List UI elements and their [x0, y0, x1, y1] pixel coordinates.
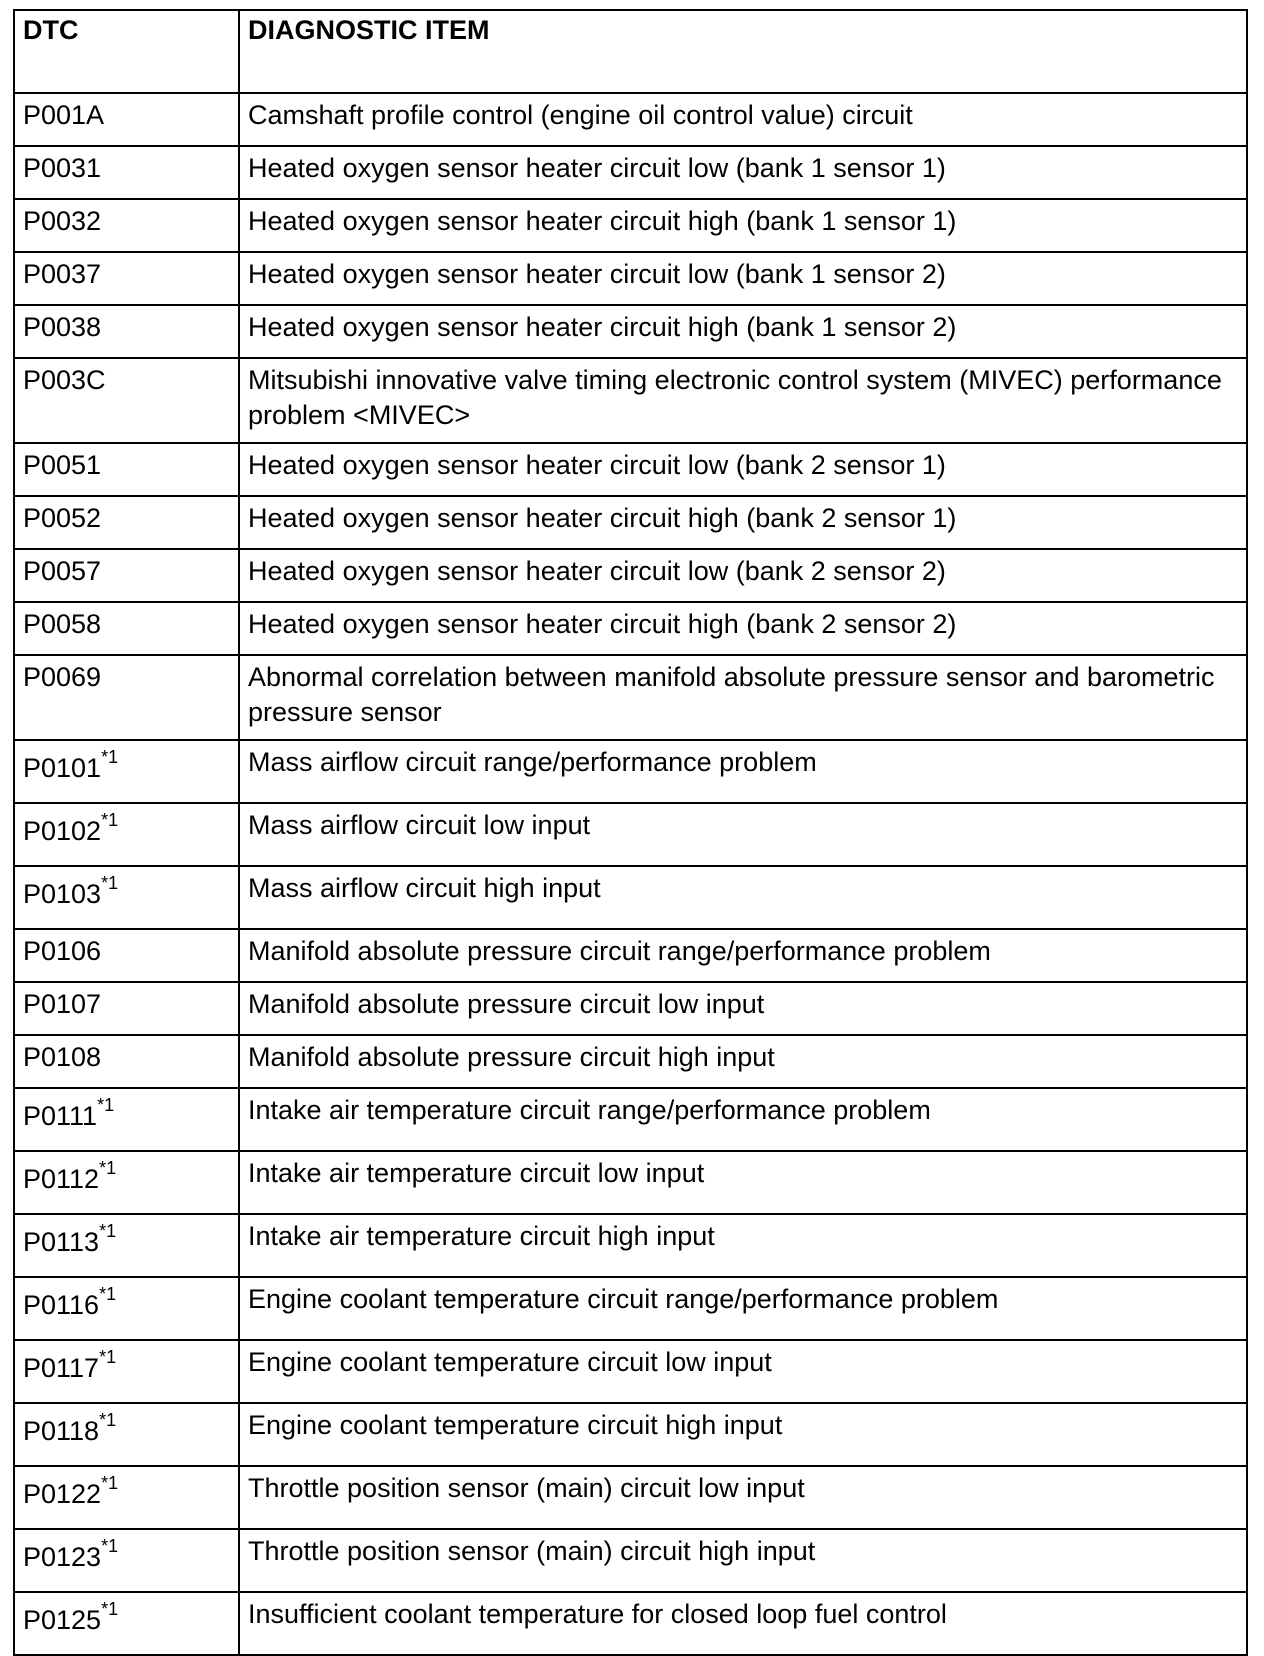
- dtc-code-cell: [14, 1088, 239, 1151]
- dtc-code-cell: [14, 866, 239, 929]
- diagnostic-item-cell: Engine coolant temperature circuit low input: [239, 1340, 1247, 1403]
- diagnostic-item-cell: Intake air temperature circuit low input: [239, 1151, 1247, 1214]
- dtc-code: P0125: [23, 1605, 102, 1635]
- dtc-code-cell: [14, 443, 239, 496]
- table-row: [14, 982, 1247, 1035]
- table-row: [14, 549, 1247, 602]
- footnote-marker: *1: [101, 873, 119, 893]
- dtc-code-cell: [14, 496, 239, 549]
- diagnostic-item-cell: Heated oxygen sensor heater circuit low (bank 2 sensor 1): [239, 443, 1247, 496]
- dtc-code-cell: [14, 740, 239, 803]
- diagnostic-item-cell: Manifold absolute pressure circuit low input: [239, 982, 1247, 1035]
- table-row: [14, 1088, 1247, 1151]
- table-row: [14, 199, 1247, 252]
- dtc-code: P0106: [23, 936, 102, 966]
- dtc-code: P0112: [23, 1164, 100, 1194]
- table-body: [14, 93, 1247, 1655]
- diagnostic-item-cell: Mass airflow circuit range/performance problem: [239, 740, 1247, 803]
- table-row: [14, 93, 1247, 146]
- dtc-code: P003C: [23, 365, 106, 395]
- table-row: [14, 443, 1247, 496]
- footnote-marker: *1: [99, 1221, 117, 1241]
- footnote-marker: *1: [101, 1473, 119, 1493]
- diagnostic-item-cell: Heated oxygen sensor heater circuit high (bank 2 sensor 1): [239, 496, 1247, 549]
- dtc-code: P0057: [23, 556, 102, 586]
- dtc-code-cell: [14, 252, 239, 305]
- footnote-marker: *1: [99, 1347, 117, 1367]
- table-row: [14, 866, 1247, 929]
- table-row: [14, 1592, 1247, 1655]
- dtc-code-cell: [14, 549, 239, 602]
- table-row: [14, 1403, 1247, 1466]
- footnote-marker: *1: [101, 810, 119, 830]
- dtc-code: P0108: [23, 1042, 102, 1072]
- dtc-code-cell: [14, 199, 239, 252]
- dtc-code: P0116: [23, 1290, 100, 1320]
- dtc-code-cell: [14, 1529, 239, 1592]
- dtc-code-cell: [14, 1151, 239, 1214]
- table-row: [14, 1151, 1247, 1214]
- dtc-code-cell: [14, 929, 239, 982]
- table-row: [14, 1214, 1247, 1277]
- diagnostic-item-cell: Throttle position sensor (main) circuit high input: [239, 1529, 1247, 1592]
- diagnostic-item-cell: Intake air temperature circuit high input: [239, 1214, 1247, 1277]
- table-row: [14, 358, 1247, 443]
- footnote-marker: *1: [99, 1284, 117, 1304]
- table-row: [14, 1340, 1247, 1403]
- dtc-code-cell: [14, 602, 239, 655]
- dtc-code: P0117: [23, 1353, 100, 1383]
- header-dtc: DTC: [14, 10, 239, 93]
- dtc-code: P001A: [23, 100, 105, 130]
- table-row: [14, 1466, 1247, 1529]
- dtc-code-cell: [14, 1592, 239, 1655]
- dtc-code-cell: [14, 1340, 239, 1403]
- dtc-code-cell: [14, 358, 239, 443]
- dtc-table: [13, 9, 1248, 1656]
- diagnostic-item-cell: Mass airflow circuit high input: [239, 866, 1247, 929]
- dtc-code: P0037: [23, 259, 102, 289]
- footnote-marker: *1: [101, 1599, 119, 1619]
- diagnostic-item-cell: Throttle position sensor (main) circuit low input: [239, 1466, 1247, 1529]
- table-row: [14, 305, 1247, 358]
- dtc-code: P0102: [23, 816, 102, 846]
- table-row: [14, 1035, 1247, 1088]
- dtc-code-cell: [14, 1214, 239, 1277]
- diagnostic-item-cell: Heated oxygen sensor heater circuit high (bank 1 sensor 2): [239, 305, 1247, 358]
- footnote-marker: *1: [99, 1158, 117, 1178]
- dtc-code-cell: [14, 1277, 239, 1340]
- table-row: [14, 740, 1247, 803]
- diagnostic-item-cell: Mitsubishi innovative valve timing electronic control system (MIVEC) performance problem <MIVEC>: [239, 358, 1247, 443]
- footnote-marker: *1: [99, 1410, 117, 1430]
- dtc-code-cell: [14, 93, 239, 146]
- dtc-code-cell: [14, 305, 239, 358]
- footnote-marker: *1: [101, 1536, 119, 1556]
- diagnostic-item-cell: Manifold absolute pressure circuit high input: [239, 1035, 1247, 1088]
- table-row: [14, 496, 1247, 549]
- dtc-code-cell: [14, 1035, 239, 1088]
- dtc-code: P0103: [23, 879, 102, 909]
- table-row: [14, 929, 1247, 982]
- diagnostic-item-cell: Heated oxygen sensor heater circuit low (bank 1 sensor 1): [239, 146, 1247, 199]
- dtc-code: P0111: [23, 1101, 98, 1131]
- dtc-code: P0118: [23, 1416, 100, 1446]
- dtc-code: P0051: [23, 450, 102, 480]
- diagnostic-item-cell: Insufficient coolant temperature for closed loop fuel control: [239, 1592, 1247, 1655]
- diagnostic-item-cell: Heated oxygen sensor heater circuit low (bank 2 sensor 2): [239, 549, 1247, 602]
- diagnostic-item-cell: Heated oxygen sensor heater circuit high (bank 1 sensor 1): [239, 199, 1247, 252]
- diagnostic-item-cell: Engine coolant temperature circuit range/performance problem: [239, 1277, 1247, 1340]
- dtc-code: P0123: [23, 1542, 102, 1572]
- dtc-code: P0058: [23, 609, 102, 639]
- dtc-code-cell: [14, 1403, 239, 1466]
- diagnostic-item-cell: Manifold absolute pressure circuit range/performance problem: [239, 929, 1247, 982]
- diagnostic-item-cell: Heated oxygen sensor heater circuit high (bank 2 sensor 2): [239, 602, 1247, 655]
- table-row: [14, 803, 1247, 866]
- dtc-code: P0101: [23, 753, 102, 783]
- dtc-code-cell: [14, 982, 239, 1035]
- dtc-code: P0038: [23, 312, 102, 342]
- dtc-code-cell: [14, 146, 239, 199]
- dtc-code-cell: [14, 655, 239, 740]
- header-row: [14, 10, 1247, 93]
- dtc-code: P0113: [23, 1227, 100, 1257]
- dtc-code: P0069: [23, 662, 102, 692]
- table-row: [14, 1529, 1247, 1592]
- dtc-code: P0122: [23, 1479, 102, 1509]
- diagnostic-item-cell: Camshaft profile control (engine oil control value) circuit: [239, 93, 1247, 146]
- header-diagnostic-item: DIAGNOSTIC ITEM: [239, 10, 1247, 93]
- dtc-code: P0052: [23, 503, 102, 533]
- table-row: [14, 1277, 1247, 1340]
- diagnostic-item-cell: Abnormal correlation between manifold absolute pressure sensor and barometric pressure sensor: [239, 655, 1247, 740]
- table-row: [14, 602, 1247, 655]
- dtc-code: P0032: [23, 206, 102, 236]
- diagnostic-item-cell: Engine coolant temperature circuit high input: [239, 1403, 1247, 1466]
- dtc-code-cell: [14, 803, 239, 866]
- diagnostic-item-cell: Intake air temperature circuit range/performance problem: [239, 1088, 1247, 1151]
- table-row: [14, 146, 1247, 199]
- footnote-marker: *1: [101, 747, 119, 767]
- dtc-code: P0107: [23, 989, 102, 1019]
- diagnostic-item-cell: Heated oxygen sensor heater circuit low (bank 1 sensor 2): [239, 252, 1247, 305]
- table-row: [14, 655, 1247, 740]
- table-row: [14, 252, 1247, 305]
- dtc-code-cell: [14, 1466, 239, 1529]
- diagnostic-item-cell: Mass airflow circuit low input: [239, 803, 1247, 866]
- dtc-code: P0031: [23, 153, 102, 183]
- footnote-marker: *1: [97, 1095, 115, 1115]
